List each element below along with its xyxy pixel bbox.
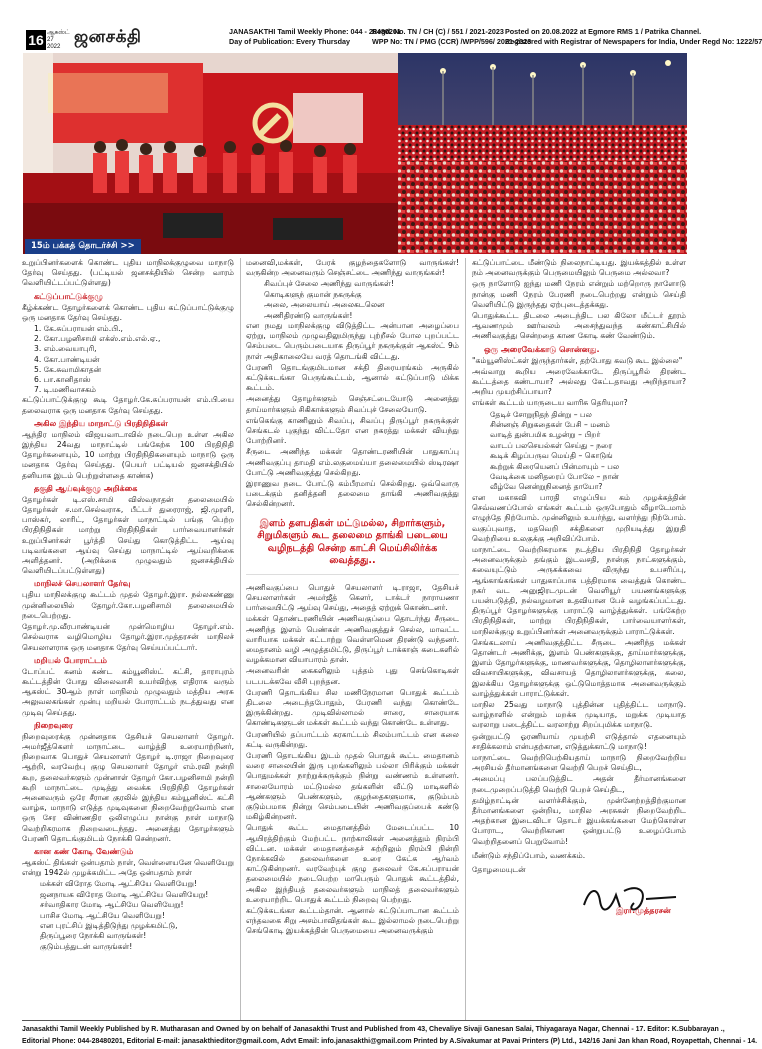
signature-image xyxy=(576,881,686,915)
slogan-line: கொடிகளுந் குமான் நகருக்கு xyxy=(264,289,362,299)
paragraph: கட்டுக்கடங்கா கூட்டம்தான். ஆனால் கட்டுப்பாடான கூட்டம் எந்தவகை சிறு அசம்பாவிதங்கள் கூட இல்லாமல் நடைபெற்று செங்கொடி இயக்கத்தின் பெருமையை அனைவருக்கும் xyxy=(246,905,459,936)
paragraph: ஆந்திர மாநிலம் விஜயவாடாவில் நடைபெற உள்ள அகில இந்திய 24வது மாநாட்டில் பங்கேற்க 100 பிரதிநிதி தோழர்களையும், 10 மாற்று பிரதிநிதிகளையும் மாநாடு ஒரு மனதாக தேர்வு செய்தது. (பெயர் பட்டியல் ஜனசக்தியில் தனியாக இடம் பெற்றுள்ளதை காண்க) xyxy=(22,429,234,480)
closing-line: மீண்டும் சந்திப்போம், வணக்கம். xyxy=(472,850,586,860)
paragraph: நிறைவுரைக்கு முன்னதாக தேசியச் செயலாளர் தோழர். அமர்ஜீத்கௌர் மாநாட்டை வாழ்த்தி உரையாற்றினர், நிறைவாக பொதுச் செயலாளர் தோழர் டி.ராஜா நிறைவுரை ஆற்றி, வரவேற்பு குழு செயலாளர் தோழர் எம்.ரவி நன்றி கூற, தலைவர்களும் முன்னாள் தோழர் கோ.பழனிசாமி நன்றி கூறி மாநாட்டை முடித்து வைக்க பிரதிநிதி தோழர்கள் அனைவரும் ஒரே சீரான குரலில் இந்திய கம்யூனிஸ்ட் கட்சி வாழ்க, மாநாடு எடுத்த முடிவுகளை நிறைவேற்றுவோம் என ஒரு சேர விண்ணதிர ஒலிஎழுப்ப நான்கு நாள் மாநாடு வெற்றிகரமாக நிறைவடைந்தது. அனைத்து தோழர்களும் பேரணி தொடங்குமிடம் நோக்கி சென்றனர். xyxy=(22,731,234,843)
slogan-line: திருப்பூரை நோக்கி வாருங்கள்! xyxy=(40,931,147,941)
signature-name: இரா.முத்தரசன் xyxy=(616,906,671,916)
paragraph: அனைவரின் கைகளிலும் புத்தம் புது செங்கொடிகள் படபடக்கவே வீசி புறந்தன. xyxy=(246,666,459,686)
paragraph: என நமது மாநிலக்குழு விடுத்திட்ட அன்பான அழைப்பை ஏற்று, மாநிலம் முழுவதிலுமிருந்து புற்றீசல் போல புறப்பட்ட செம்படை பெரும்படையாக திருப்பூர் நகருக்குள் ஆகஸ்ட் 9ம் நாள் அதிகாலையே வரத் தொடங்கி விட்டது. xyxy=(246,321,459,361)
slogan-line: சர்வாதிகார மோடி ஆட்சியே வெளியேறு! xyxy=(40,900,184,910)
paragraph: என மகாகவி பாரதி எழுப்பிய கம் முழக்கத்தின் செவ்வணப்போல் எங்கள் கூட்டம் ஒருபோதும் வீழாடேமாம் எழுந்தே நிற்போம். முன்னிலும் உயர்ந்து, வளர்ந்து நிற்போம். வகுப்புவாத, மதவெறி சக்திகளை முறியடித்து இறுதி வெற்றியை உலகுக்கு அறிவிப்போம். xyxy=(472,492,686,543)
poem-line: கூடிக் கிழப்பருவ மெய்தி – கொடுங் xyxy=(490,451,613,461)
article-column-2 xyxy=(246,258,459,1016)
page-number: 16 xyxy=(26,30,46,50)
info-line: Registered with Registrar of Newspapers for India, Under Regd No: 1222/57 xyxy=(505,37,762,46)
paragraph: டோப்பட் கனம் கண்ட கம்யூனிஸ்ட் கட்சி, தாராபுரம் கூட்டத்தின் போது விலைவாசி உயர்விற்கு எதிராக வரும் ஆகஸ்ட் 30ஆம் நாள் மாநிலம் முழுவதும் மத்திய அரசு அலுவலகங்கள் முன்பு மறியல் போராட்டம் நடத்துவது என முடிவு செய்தது. xyxy=(22,666,234,717)
paragraph: தோழர்.மு.வீரபாண்டியன் முன்மொழிய தோழர்.எம். செல்வராசு வழிமொழிய தோழர்.இரா.முத்தரசன் மாநிலச் செயலாளராக ஒரு மனதாக தேர்வு செய்யப்பட்டார். xyxy=(22,622,234,652)
slogan-line: அணிதிரண்டு வாருங்கள்! xyxy=(264,310,353,320)
paragraph: உறுப்பினர்களைக் கொண்ட புதிய மாநிலக்குழுவை மாநாடு தேர்வு செய்தது. (பட்டியல் ஜனசக்தியில் சென்ற வாரம் வெளியிட்டப்பட்டுள்ளது) xyxy=(22,258,234,288)
committee-list xyxy=(22,324,234,395)
imprint-line: Editorial Phone: 044-28480201, Editorial E-mail: janasakthieditor@gmail.com, Advt Email: info.janasakthi@gmail.com Printed by A.Sivakumar at Pavai Printers (P) Ltd., 142/16 Jani Jan khan Road, Royapettah, Chennai - 14. xyxy=(22,1037,758,1045)
paragraph: "கம்யூனிஸ்ட்கள் இருந்தார்கள், தற்போது கவடு கூட இல்லை" xyxy=(472,355,683,365)
poem-line: சின்னஞ் சிறுகதைகள் பேசி – மனம் xyxy=(490,420,610,430)
paragraph: மாநாட்டை வெற்றிகரமாக நடத்திய பிரதிநிதி தோழர்கள் அனைவருக்கும் தங்கும் இடவசதி, நான்கு நாட்களுக்கும், சுவையுட்டும் அருசுக்கவை விருந்து உபசரிப்பு, ஆங்காங்கங்கள் பாதுகாப்பாக பத்திரமாக வைத்துக் கொண்ட நகர் வட அனுஜிரடமுடன் வெளியூர் பயணங்களுக்கு பயன்படுத்தி, நல்வழமான உதவியான பேச் வழங்கப்பட்டது. திருப்பூர் தோழர்களுக்கு பாராட்டு வாழ்த்துக்கள். பங்கேற்ற பிரதிநிதிகள், மாற்று பிரதிநிதிகள், பார்வையாளர்கள், மாநிலக்குழு உறுப்பினர்கள் அனைவருக்கும் பாராட்டுக்கள். xyxy=(472,544,686,636)
imprint-footer xyxy=(22,1020,758,1047)
closing-salutation: தோழமையுடன் xyxy=(472,865,526,874)
publication-logo: ஜனசக்தி xyxy=(74,27,142,46)
posting-info xyxy=(505,27,762,47)
info-line: Posted on 20.08.2022 at Egmore RMS 1 / Patrika Channel. xyxy=(505,27,702,36)
article-column-1 xyxy=(22,258,234,1016)
slogan-block xyxy=(22,879,234,952)
paragraph: மாநில 25வது மாநாடு புத்தின்ன புதித்திட்ட மாநாடு. வாழ்நாளில் என்றும் மறக்க முடியாத, மறுக்க முடியாத வரலாறு படைத்திட்ட வரலாற்று சிறப்புமிக்க மாநாடு. xyxy=(472,699,686,730)
slogan-line: சிவப்புச் சேலை அணிந்து வாருங்கள்! xyxy=(264,279,394,289)
poem-line: தேடிச் சோறுநிதந் தின்று – பல xyxy=(490,409,592,419)
paragraph: மக்கள் தொண்டரணியின் அணிவகுப்பை தொடர்ந்து சீருடை அணிந்த இளம் பெண்கள் அணிவகுத்துச் செல்ல, மாவட்ட வாரியாக மக்கள் கட்டாற்று வெள்ளமென திரண்டு வந்தனர். மைதானம் வழி அழுத்தமிட்டு, திருப்பூர் டாக்காஞ் கடைகளில் வழக்கமான வியாபாரம் தான். xyxy=(246,614,459,665)
info-line: Regd. No. TN / CH (C) / 551 / 2021-2023 xyxy=(372,27,504,36)
subheading: அகில இந்திய மாநாட்டு பிரதிநிதிகள் xyxy=(34,418,168,428)
paragraph: அமைப்பு பலப்படுத்திட அதன் தீர்மானங்களை நடைமுறைப்படுத்தி வெற்றி பெறச் செய்திட, xyxy=(472,774,686,794)
issue-date xyxy=(47,30,73,51)
info-line: JANASAKTHI Tamil Weekly Phone: 044 - 28480201 xyxy=(229,27,401,36)
poem-line: வேடிக்கை மனிதரைப் போலே – நான் xyxy=(490,472,619,482)
subheading: கட்டுப்பாட்டுக்குழு xyxy=(34,291,103,301)
rally-photo xyxy=(23,53,687,254)
paragraph: ஒன்றுபட்டு ஓரணியாய் முயற்சி எடுத்தால் எதனையும் சாதிக்கலாம் என்பதற்கான, எடுத்துக்காட்டு மாநாடு! xyxy=(472,731,686,751)
column-divider xyxy=(240,258,241,1020)
paragraph: பேரணி தொடங்குமிடமான சக்தி திரையரங்கம் அருகில் கட்டுக்கடங்கா பெருங்கூட்டம், ஆனால் கட்டுப்பாடு மிக்க கூட்டம். xyxy=(246,362,459,393)
info-line: Day of Publication: Every Thursday xyxy=(229,37,351,46)
subheading: மாநிலச் செயலாளர் தேர்வு xyxy=(34,579,131,589)
list-item: 4. கோ.பாண்டியன் xyxy=(34,354,100,364)
slogan-line: குடும்பத்துடன் வாருங்கள்! xyxy=(40,941,133,951)
slogan-line: என புரட்சிப் இடித்திடுந்து முழக்கமிட்டு, xyxy=(40,920,178,930)
paragraph: எங்கெங்கு காணினும் சிவப்பு, சிவப்பு திருப்பூர் நகருக்குள் செங்கடல் புகுந்து விட்டதோ என நகரத்து மக்கள் வியந்து போற்றினர். xyxy=(246,415,459,446)
column-divider xyxy=(465,258,466,1020)
paragraph: அவ்வாறு கூறிய அரைவேக்காடே திருப்பூரில் திரண்ட கூட்டத்தை கண்டாயா? அல்லது கேட்டதாவது அறிந்தாயா? அறிய முயற்சிப்பாயா? xyxy=(472,366,686,397)
list-item: 6. பா.கானிதாஸ் xyxy=(34,375,91,385)
paragraph: பேரணியில் தப்பாட்டம் கரகாட்டம் சிலம்பாட்டம் என கலை கட்டி வருகின்றது. xyxy=(246,729,459,749)
slogan-line: ஜனநாயக விரோத மோடி ஆட்சியே வெளியேறு! xyxy=(40,889,209,899)
poem-line: வீழ்வே னென்றுநினைத் தாயோ? xyxy=(490,482,603,492)
paragraph: மனைவி,மக்கள், பேரக் குழந்தைகளோடு வாருங்கள்! வருகின்ற அனைவரும் செஞ்சட்டை அணிந்து வாருங்கள்! xyxy=(246,258,459,278)
paragraph: ஆகஸ்ட் திங்கள் ஒன்பதாம் நாள், வெள்ளையனே வெளியேறு என்று 1942ல் முழக்கமிட்ட அதே ஒன்பதாம் நாள் xyxy=(22,857,234,878)
list-item: 1. கே.சுப்பராயன் எம்.பி., xyxy=(34,324,123,334)
paragraph: கட்டுப்பாட்டுக்குழு கூடி தோழர்.கே.சுப்பராயன் எம்.பி.யை தலைவராக ஒரு மனதாக தேர்வு செய்தது. xyxy=(22,395,234,415)
paragraph: பொதுக்கூட்ட திடலை அடைந்திட பல கிலோ மீட்டர் தூரம் ஆவணமும் ஊர்வலம் அசைந்துவந்த கண்காட்சியில் அணிவகுத்து சென்றதை காண கோடி கண் வேண்டும். xyxy=(472,311,686,341)
paragraph: தோழர்கள் டி.எஸ்.சாமி விஸ்வநாதன் தலைமையில் தோழர்கள் ச.மா.செல்வராசு, பீட்டர் துரைராஜ், ஜி.முரளி, பாஸ்கர், லாரிட், தோழர்கள் மாநாட்டில் பங்கு பெற்ற பிரதிநிதிகள் மாற்று பிரதிநிதிகள் பார்வையாளர்கள் உறுப்பினர்கள் பூர்த்தி செய்து கொடுத்திட்ட ஆய்வு படிவங்களை ஆய்வு செய்து மாநாட்டில் ஆய்வறிக்கை அளித்தனர். (அறிக்கை முழுவதும் ஜனசக்தியில் வெளியிடப்பட்டுள்ளது) xyxy=(22,494,234,576)
article-column-3 xyxy=(472,258,686,1016)
poem-line: கூற்றுக் கிரையெனப் பின்மாயும் – பல xyxy=(490,461,620,471)
info-line: WPP No: TN / PMG (CCR) /WPP/596/ 2021-2023 xyxy=(372,37,532,46)
paragraph: அனைத்து தோழர்களும் செஞ்சட்டையோடு அனைத்து தாய்மார்களும் சிகிகாக்களும் சிவப்புச் சேலையோடு. xyxy=(246,394,459,414)
imprint-line: Janasakthi Tamil Weekly Published by R. Mutharasan and Owned by on behalf of Janasakthi Trust and Published from 43, Chevaliye Sivaji Ganesan Salai, Thiyagaraya Nagar, Chennai - 17. Editor: K.Subbarayan ., xyxy=(22,1026,725,1033)
paragraph: எங்கள் கூட்டம் யாருடைய வாரிசு தெரியுமா? xyxy=(472,398,628,408)
list-item: 2. கோ.பழனிசாமி எக்ஸ்.எம்.எல்.ஏ., xyxy=(34,334,161,344)
slogan-line: பாசிச மோடி ஆட்சியே வெளியேறு! xyxy=(40,910,165,920)
slogan-line: மக்கள் விரோத மோடி ஆட்சியே வெளியேறு! xyxy=(40,879,198,889)
slogan-block xyxy=(246,279,459,321)
rally-photo-illustration xyxy=(23,53,687,254)
masthead xyxy=(0,0,762,52)
slogan-line: அலை, அலையாய் அலைகடலென xyxy=(264,300,385,310)
pull-quote: இளம் தளபதிகள் மட்டுமல்ல, சிறார்களும், சிறுமிகளும் கூட தலைமை தாங்கி படையை வழிநடத்தி சென்ற காட்சி மெய்சிலிர்க்க வைத்தது.. xyxy=(246,518,459,575)
subheading: மறியல் போராட்டம் xyxy=(34,655,107,665)
continuation-caption: 15ம் பக்கத் தொடர்ச்சி >> xyxy=(25,239,141,254)
list-item: 7. டி.மணிவாசகம் xyxy=(34,385,96,395)
paragraph: செங்கடலாய் அணிவகுத்திட்ட சீருடை அணிந்த மக்கள் தொண்டர் அணிக்கு, இளம் பெண்களுக்கு, தாய்மார்களுக்கு, இளம் தோழர்களுக்கு, மாணவர்களுக்கு, தொழிலாளர்களுக்கு, விவசாயிகளுக்கு, விவசாயத் தொழிலாளர்களுக்கு, கலை, இலக்கிய தோழர்களுக்கு ஒட்டுமொத்தமாக அனைவருக்கும் வாழ்த்துக்கள் பாராட்டுக்கள். xyxy=(472,637,686,698)
issue-date-line: ஆகஸ்ட் 27 xyxy=(47,30,70,43)
paragraph: தமிழ்நாட்டின் வளர்ச்சிக்கும், முன்னேற்றத்திற்குமான தீர்மானங்களை ஒன்றிய, மாநில அரசுகள் நிறைவேற்றிட அதற்கான இடைவிடா தொடர் இயக்கங்களை மேற்கொள்ள போராட, வெற்றிகாண ஒன்றுபட்டு உழைப்போம் வெற்றிதனைப் பெறுவோம்! xyxy=(472,795,686,846)
paragraph: கட்டுப்பாட்டை மீண்டும் நிலைநாட்டியது. இயக்கத்தில் உள்ள நம் அனைவருக்கும் பெருமையிலும் பெருமை அல்லவா? xyxy=(472,258,686,278)
paragraph: சீருடை அணிந்த மக்கள் தொண்டரணியின் பாதுகாப்பு அணிவகுப்பு தாமதி எம்.லகுமைய்யா தலைமையில் ஸ்டிரஷா போட்டு அணிவகுத்து செல்கிறது. xyxy=(246,447,459,477)
paragraph: புதிய மாநிலக்குழு கூட்டம் முதல் தோழர்.இரா. நல்லகண்ணு முன்னிலையில் தோழர்.கோ.பழனிசாமி தலைமையில் நடைபெற்றது. xyxy=(22,590,234,620)
paragraph: பேரணி தொடங்கிய சில மணிநேரமான பொதுக் கூட்டம் திடலை அடைந்தபோதும், பேரணி வந்து கொண்டே இருக்கின்றது. முடிவில்லாமல் சாரை, சாரையாக கொண்டிகளுடன் மக்கள் கூட்டம் வந்து கொண்டே உள்ளது. xyxy=(246,687,459,728)
subheading: நிறைவுரை xyxy=(34,720,73,730)
poem-line: வாடித் துன்பமிக உழன்று – பிறர் xyxy=(490,430,601,440)
subheading: தகுதி ஆய்வுக்குழு அறிக்கை xyxy=(34,483,138,493)
paragraph: அணிவகுப்பை பொதுச் செயலாளர் டி.ராஜா, தேசியச் செயலாளர்கள் அமர்ஜீத் கௌர், டாக்டர் நாராயணா பார்வையிட்டு ஆய்வு செய்து, அதைத் ஏற்றுக் கொண்டனர். xyxy=(246,582,459,613)
issue-date-year: 2022 xyxy=(47,44,61,50)
list-item: 3. எம்.வையாபுரி, xyxy=(34,344,97,354)
list-item: 5. கே.சுவாமிகாதன் xyxy=(34,364,102,374)
paragraph: பொதுக் கூட்ட மைதானத்தில் மேடைப்பட்ட 10 ஆயிரத்திற்கும் மேற்பட்ட நாற்காலிகள் அனைத்தும் நிரம்பி விட்டன. மக்கள் மைதானத்தைச் சுற்றிலும் நிரம்பி நின்றி நோக்கவில் தலைவர்களை உரை கேட்க ஆர்வம் காட்டுகின்றனர். வரவேற்புக் குழு தலைவர் கே.சுப்பராயன் தலைமையில் நடைபெற்ற மாபெரும் பொதுக் கூட்டத்தில், அகில இந்தியத் தலைவர்களும் மாநிலத் தலைவர்களும் உரையாற்றிட பொதுக் கூட்டம் நிறைவு பெற்றது. xyxy=(246,823,459,904)
subheading: ஒரு அரைவேக்காடு சொன்னது. xyxy=(484,344,600,354)
paragraph: மாநாட்டை வெற்றிபெற்கியதாய் மாநாடு நிறைவேற்றிய அரசியல் தீர்மானங்களை வெற்றி பெறச் செய்திட, xyxy=(472,752,686,773)
poem-line: வாடப் பலசெயல்கள் செய்து – நரை xyxy=(490,440,613,450)
paragraph: இராணுவ நடை போட்டு கம்பீரமாய் செல்கிறது. ஒவ்வொரு படைக்கும் தனித்தனி தலைமை தாங்கி அணிவகுத்து செல்கின்றனர். xyxy=(246,479,459,509)
subheading: கான கண் கோடி வேண்டும் xyxy=(34,846,134,856)
paragraph: கீழ்க்கண்ட தோழர்களைக் கொண்ட புதிய கட்டுப்பாட்டுக்குழு ஒரு மனதாக தேர்வு செய்தது. xyxy=(22,302,234,322)
paragraph: பேரணி தொடங்கிய இடம் முதல் பொதுக் கூட்ட மைதானம் வரை சாலையின் இரு புறங்களிலும் பல்லா பிரிக்கும் மக்கள் பொதுமக்கள் நாற்றுக்கருக்கும் நின்று வண்ணம் உள்ளனர். சாலையோரம் மட்டுமல்ல தங்களின் வீட்டு மாடிகளில் ஆண்களும் பெண்களும், குழந்தைகளுமாக, குடும்பம் குடும்பமாக நின்று செம்படையின் அணிவகுப்பைக் கண்டு மகிழ்கின்றனர். xyxy=(246,750,459,822)
paragraph: ஒரு நாளோடு ஐந்து மணி நேரம் என்றும் மற்றொரு நாளோடு நான்கு மணி நேரம் பேரணி நடைபெற்றது என்றும் செய்தி வெளியிட்டு இருந்தது ஏற்புடைத்தக்கது. xyxy=(472,279,686,309)
poem-block xyxy=(472,410,686,493)
